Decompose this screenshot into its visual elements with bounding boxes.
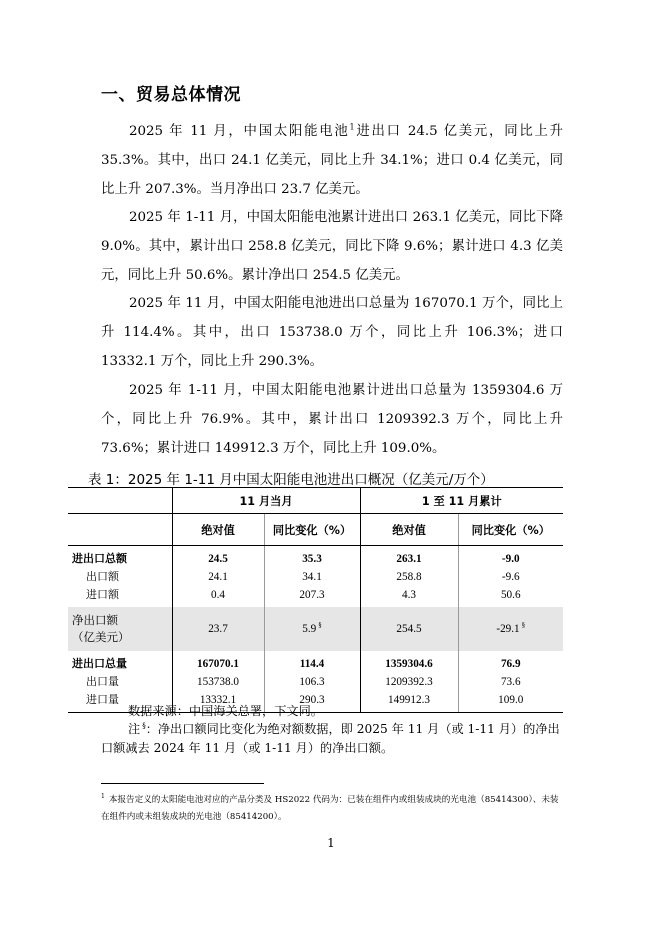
table-corner-cell (68, 514, 172, 546)
footnote-mark: 1 (101, 793, 105, 801)
page-number: 1 (327, 836, 335, 850)
row-label-unit: （亿美元） (72, 630, 130, 644)
row-label (68, 607, 172, 651)
cell-cumulative-yoy: 76.9 (458, 651, 563, 673)
header-month-yoy: 同比变化（%） (264, 514, 360, 546)
footnote-divider (101, 783, 264, 784)
cell-month-absolute: 23.7 (172, 607, 264, 651)
value: -29.1 (496, 622, 520, 635)
table-row (68, 568, 563, 586)
cell-month-absolute: 167070.1 (172, 651, 264, 673)
row-label-line: 净出口额 (72, 613, 118, 627)
cell-month-absolute: 13332.1 (172, 691, 264, 713)
trade-summary-table (68, 487, 563, 713)
note-prefix: 注 (128, 722, 141, 736)
row-label: 进出口总量 (72, 657, 127, 670)
cell-cumulative-absolute: 254.5 (360, 607, 458, 651)
table-corner-cell (68, 488, 172, 514)
note-text: ：净出口额同比变化为绝对额数据，即 2025 年 11 月（或 1-11 月）的净出口额减去 2024 年 11 月（或 1-11 月）的净出口额。 (101, 722, 560, 755)
table-row-net-export (68, 607, 563, 651)
cell-cumulative-yoy: 109.0 (458, 691, 563, 713)
header-cumulative-group: 1 至 11 月累计 (360, 488, 563, 514)
cell-month-absolute: 24.5 (172, 546, 264, 569)
cell-cumulative-yoy: -9.6 (458, 568, 563, 586)
cell-month-absolute: 153738.0 (172, 673, 264, 691)
note-mark: § (142, 721, 146, 730)
paragraph-text: 进出口 24.5 亿美元，同比上升 35.3%。其中，出口 24.1 亿美元，同比上升 34.1%；进口 0.4 亿美元，同比上升 207.3%。当月净出口 23.7 亿美元。 (101, 124, 564, 197)
paragraph-cumulative-quantity: 2025 年 1-11 月，中国太阳能电池累计进出口总量为 1359304.6 万个，同比上升 76.9%。其中，累计出口 1209392.3 万个，同比上升 73.6%；累计进口 149912.3 万个，同比上升 109.0%。 (101, 383, 563, 456)
cell-cumulative-yoy: -9.0 (458, 546, 563, 569)
cell-month-yoy: 106.3 (264, 673, 360, 691)
table-note (101, 720, 563, 758)
cell-cumulative-yoy (458, 607, 563, 651)
row-label: 进口量 (68, 691, 172, 713)
header-month-group: 11 月当月 (172, 488, 360, 514)
cell-month-yoy: 114.4 (264, 651, 360, 673)
row-label: 出口量 (86, 675, 119, 688)
row-label: 出口额 (86, 570, 119, 583)
cell-cumulative-yoy: 73.6 (458, 673, 563, 691)
header-month-absolute: 绝对值 (172, 514, 264, 546)
value: 5.9 (302, 622, 317, 635)
cell-cumulative-absolute: 149912.3 (360, 691, 458, 713)
section-heading: 一、贸易总体情况 (101, 85, 241, 105)
cell-month-yoy: 290.3 (264, 691, 360, 713)
cell-month-yoy: 207.3 (264, 586, 360, 607)
footnote-reference[interactable]: 1 (349, 122, 355, 132)
footnote (101, 792, 563, 826)
table-row (68, 546, 563, 569)
data-source-note: 数据来源：中国海关总署，下文同。 (128, 704, 323, 718)
cell-month-yoy: 34.1 (264, 568, 360, 586)
row-label: 进口额 (86, 588, 119, 601)
cell-month-yoy (264, 607, 360, 651)
cell-cumulative-absolute: 263.1 (360, 546, 458, 569)
paragraph-text: 2025 年 11 月，中国太阳能电池 (129, 124, 350, 139)
paragraph-november-value (101, 117, 563, 204)
paragraph-cumulative-value: 2025 年 1-11 月，中国太阳能电池累计进出口 263.1 亿美元，同比下降 9.0%。其中，累计出口 258.8 亿美元，同比下降 9.6%；累计进口 4.3 亿美元，同比上升 50.6%。累计净出口 254.5 亿美元。 (101, 210, 563, 283)
header-cumulative-yoy: 同比变化（%） (458, 514, 563, 546)
cell-cumulative-absolute: 1359304.6 (360, 651, 458, 673)
table-row (68, 651, 563, 673)
cell-cumulative-absolute: 4.3 (360, 586, 458, 607)
cell-cumulative-absolute: 1209392.3 (360, 673, 458, 691)
cell-month-absolute: 0.4 (172, 586, 264, 607)
note-mark: § (521, 620, 526, 629)
row-label: 进出口总额 (72, 552, 127, 565)
cell-cumulative-yoy: 50.6 (458, 586, 563, 607)
note-mark: § (318, 620, 322, 629)
table-caption: 表 1：2025 年 1-11 月中国太阳能电池进出口概况（亿美元/万个） (88, 472, 494, 488)
header-cumulative-absolute: 绝对值 (360, 514, 458, 546)
cell-month-yoy: 35.3 (264, 546, 360, 569)
paragraph-november-quantity: 2025 年 11 月，中国太阳能电池进出口总量为 167070.1 万个，同比上升 114.4%。其中，出口 153738.0 万个，同比上升 106.3%；进口 13332.1 万个，同比上升 290.3%。 (101, 296, 563, 369)
footnote-text: 本报告定义的太阳能电池对应的产品分类及 HS2022 代码为：已装在组件内或组装成块的光电池（85414300）、未装在组件内或未组装成块的光电池（85414200）。 (101, 795, 559, 822)
cell-cumulative-absolute: 258.8 (360, 568, 458, 586)
cell-month-absolute: 24.1 (172, 568, 264, 586)
table-row (68, 586, 563, 607)
table-row (68, 673, 563, 691)
